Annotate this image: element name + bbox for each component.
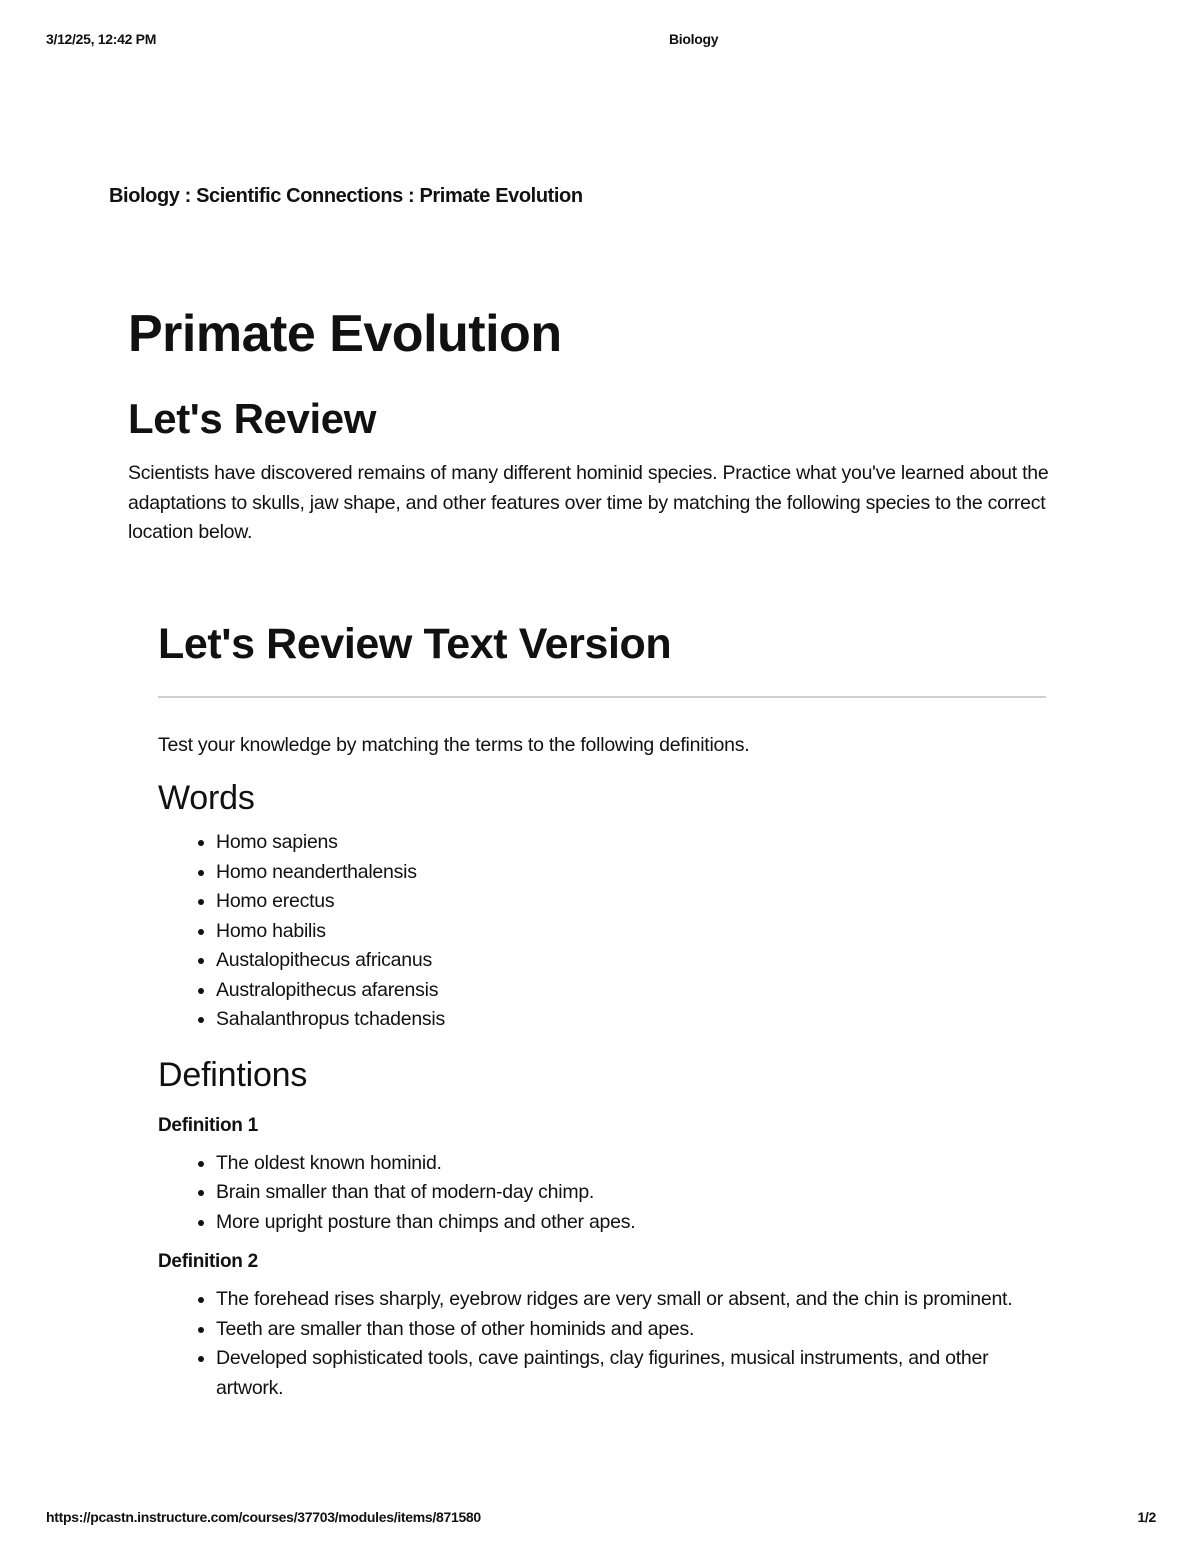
word-item: • Austalopithecus africanus (216, 946, 1046, 976)
definition-1-label: Definition 1 (158, 1114, 258, 1136)
print-header-title: Biology (669, 31, 719, 47)
intro-paragraph: Scientists have discovered remains of many different hominid species. Practice what you've learned about the adaptations to skulls, jaw shape, and other features over time by matching the following species to the correct location below. (128, 462, 1049, 543)
words-heading: Words (158, 779, 255, 817)
definition-2-list (158, 1285, 1046, 1403)
definition-point: • Developed sophisticated tools, cave paintings, clay figurines, musical instruments, and other artwork. (216, 1344, 1046, 1403)
divider (158, 696, 1046, 698)
print-datetime: 3/12/25, 12:42 PM (46, 31, 157, 47)
definition-point: • The forehead rises sharply, eyebrow ridges are very small or absent, and the chin is prominent. (216, 1285, 1046, 1315)
breadcrumb: Biology : Scientific Connections : Primate Evolution (109, 185, 583, 207)
instructions: Test your knowledge by matching the terms to the following definitions. (158, 734, 750, 756)
definition-2-label: Definition 2 (158, 1251, 258, 1272)
word-item: • Homo neanderthalensis (216, 858, 1046, 888)
word-item: • Homo sapiens (216, 828, 1046, 858)
word-item: • Homo habilis (216, 917, 1046, 947)
page-title: Primate Evolution (128, 305, 562, 363)
definition-point: • The oldest known hominid. (216, 1149, 1046, 1179)
definition-1-list (158, 1149, 1046, 1238)
text-version-section (158, 612, 1046, 1403)
word-item: • Australopithecus afarensis (216, 976, 1046, 1006)
print-url: https://pcastn.instructure.com/courses/37703/modules/items/871580 (46, 1509, 481, 1525)
definition-point: • Brain smaller than that of modern-day chimp. (216, 1178, 1046, 1208)
definitions-heading: Defintions (158, 1055, 308, 1094)
definition-point: • Teeth are smaller than those of other hominids and apes. (216, 1315, 1046, 1345)
word-item: • Sahalanthropus tchadensis (216, 1005, 1046, 1035)
definition-point: • More upright posture than chimps and other apes. (216, 1208, 1046, 1238)
word-item: • Homo erectus (216, 887, 1046, 917)
words-list (158, 828, 1046, 1035)
print-page-number: 1/2 (1137, 1509, 1156, 1525)
text-version-title: Let's Review Text Version (158, 620, 672, 668)
section-title: Let's Review (128, 395, 376, 442)
